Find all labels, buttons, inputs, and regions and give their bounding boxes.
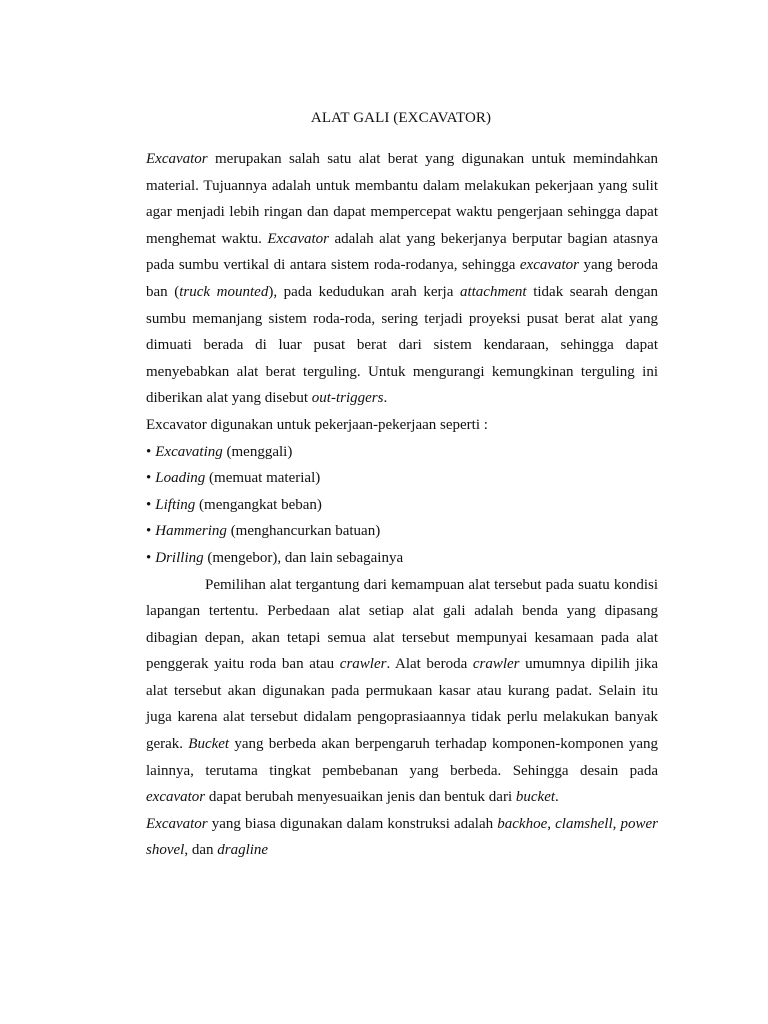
bullet-icon: • — [146, 496, 152, 513]
text-run: yang berbeda akan berpengaruh terhadap komponen-komponen yang lainnya, terutama tingkat pembebanan yang berbeda. Sehingga desain pada — [146, 736, 659, 779]
italic-term: out-triggers — [311, 390, 384, 407]
italic-term: attachment — [459, 283, 527, 300]
list-intro: Excavator digunakan untuk pekerjaan-pekerjaan seperti : — [146, 416, 488, 433]
text-run: . — [383, 390, 388, 407]
list-item — [146, 545, 658, 572]
text-run: umumnya dipilih jika alat tersebut akan digunakan pada permukaan kasar atau kurang padat. Selain itu juga karena alat tersebut didalam pengoprasiaannya tidak perlu melakukan banyak gerak. — [146, 656, 659, 753]
text-run: . — [555, 789, 559, 806]
text-run: , — [547, 815, 556, 832]
list-item-desc: (mengangkat beban) — [195, 496, 322, 513]
list-item — [146, 465, 658, 492]
italic-term: Excavator — [267, 230, 329, 247]
list-item-desc: (mengebor), dan lain sebagainya — [203, 549, 404, 566]
text-run: , — [612, 815, 621, 832]
paragraph-selection — [146, 572, 658, 811]
italic-term: Excavator — [146, 815, 208, 832]
list-item — [146, 439, 658, 466]
list-item-term: Excavating — [155, 443, 223, 460]
italic-term: dragline — [217, 842, 269, 859]
list-item-term: Loading — [155, 470, 206, 487]
bullet-icon: • — [146, 523, 152, 540]
italic-term: excavator — [146, 789, 206, 806]
italic-term: crawler — [472, 656, 520, 673]
bullet-icon: • — [146, 549, 152, 566]
text-run: tidak searah dengan sumbu memanjang sistem roda-roda, sering terjadi proyeksi pusat berat alat yang dimuati berada di luar pusat berat dari sistem kendaraan, sehingga dapat menyebabkan alat berat terguling. Untuk mengurangi kemungkinan terguling ini diberikan alat yang disebut — [146, 283, 658, 407]
text-run: yang beroda ban ( — [146, 257, 658, 300]
italic-term: power shovel — [146, 815, 658, 859]
list-item-desc: (menggali) — [222, 443, 293, 460]
list-item-desc: (memuat material) — [205, 470, 321, 487]
italic-term: crawler — [339, 656, 387, 673]
bullet-icon: • — [146, 470, 152, 487]
text-run: . Alat beroda — [386, 656, 473, 673]
document-title: ALAT GALI (EXCAVATOR) — [310, 110, 492, 126]
bullet-icon: • — [146, 443, 152, 460]
list-item-term: Lifting — [155, 496, 196, 513]
list-item-term: Hammering — [155, 523, 227, 540]
italic-term: truck mounted — [179, 283, 269, 300]
text-run: merupakan salah satu alat berat yang digunakan untuk memindahkan material. Tujuannya adalah untuk membantu dalam melakukan pekerjaan yang sulit agar menjadi lebih ringan dan dapat mempercepat waktu pengerjaan sehingga dapat menghemat waktu. — [146, 151, 658, 247]
italic-term: Excavator — [146, 151, 208, 167]
italic-term: excavator — [519, 257, 580, 274]
italic-term: backhoe — [497, 815, 548, 832]
paragraph-intro — [146, 146, 658, 412]
text-run: ), pada kedudukan arah kerja — [268, 283, 460, 300]
document-body — [146, 146, 658, 864]
list-item-desc: (menghancurkan batuan) — [226, 523, 381, 540]
list-item-term: Drilling — [155, 549, 204, 566]
italic-term: clamshell — [555, 815, 613, 832]
italic-term: bucket — [515, 789, 556, 806]
text-run: Pemilihan alat tergantung dari kemampuan alat tersebut pada suatu kondisi lapangan tertentu. Perbedaan alat setiap alat gali adalah benda yang dipasang dibagian depan, akan tetapi semua alat tersebut mempunyai kesamaan pada alat penggerak yaitu roda ban atau — [146, 576, 658, 673]
italic-term: Bucket — [188, 736, 230, 753]
text-run: yang biasa digunakan dalam konstruksi adalah — [207, 815, 498, 832]
list-item — [146, 518, 658, 545]
text-run: adalah alat yang bekerjanya berputar bagian atasnya pada sumbu vertikal di antara sistem roda-rodanya, sehingga — [146, 230, 658, 274]
text-run: , dan — [184, 842, 218, 859]
list-item — [146, 492, 658, 519]
uses-list — [146, 439, 658, 572]
paragraph-types — [146, 811, 658, 864]
text-run: dapat berubah menyesuaikan jenis dan bentuk dari — [205, 789, 516, 806]
